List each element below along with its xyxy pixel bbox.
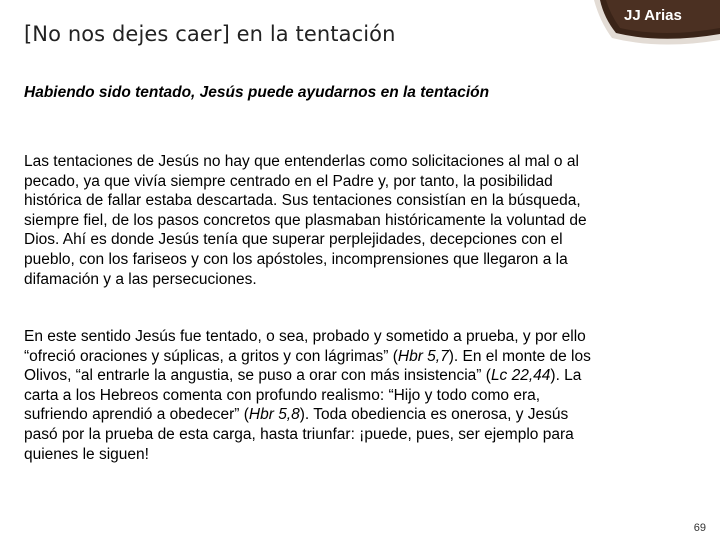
text-line xyxy=(24,405,688,425)
page-title: [No nos dejes caer] en la tentación xyxy=(24,22,396,46)
text-line: quienes le siguen! xyxy=(24,445,149,463)
author-label: JJ Arias xyxy=(624,7,682,24)
text-segment: “ofreció oraciones y súplicas, a gritos y con lágrimas” ( xyxy=(24,347,398,365)
text-line: siempre fiel, de los pasos concretos que plasmaban históricamente la voluntad de xyxy=(24,211,587,229)
text-line: pecado, ya que vivía siempre centrado en el Padre y, por tanto, la posibilidad xyxy=(24,172,553,190)
paragraph-1 xyxy=(24,152,688,289)
text-segment: Olivos, “al entrarle la angustia, se puso a orar con más insistencia” ( xyxy=(24,367,491,385)
bible-reference: Lc 22,44 xyxy=(490,367,551,385)
text-line: histórica de fallar estaba descartada. Sus tentaciones consistían en la búsqueda, xyxy=(24,192,581,210)
text-segment: sufriendo aprendió a obedecer” ( xyxy=(24,406,249,424)
text-line: En este sentido Jesús fue tentado, o sea, probado y sometido a prueba, y por ello xyxy=(24,328,586,345)
bible-reference: Hbr 5,7 xyxy=(397,347,449,365)
text-line: Dios. Ahí es donde Jesús tenía que superar perplejidades, decepciones con el xyxy=(24,231,563,249)
text-line: difamación y a las persecuciones. xyxy=(24,270,257,288)
paragraph-2 xyxy=(24,327,688,464)
slide-subtitle: Habiendo sido tentado, Jesús puede ayudarnos en la tentación xyxy=(24,84,490,101)
text-line xyxy=(24,347,688,367)
page-number: 69 xyxy=(693,522,706,534)
bible-reference: Hbr 5,8 xyxy=(248,406,300,424)
text-segment: ). La xyxy=(550,367,582,385)
text-line: carta a los Hebreos comenta con profundo realismo: “Hijo y todo como era, xyxy=(24,386,541,404)
text-line: pasó por la prueba de esta carga, hasta triunfar: ¡puede, pues, ser ejemplo para xyxy=(24,425,574,443)
text-line xyxy=(24,366,688,386)
text-segment: ). Toda obediencia es onerosa, y Jesús xyxy=(299,406,569,424)
text-line: Las tentaciones de Jesús no hay que entenderlas como solicitaciones al mal o al xyxy=(24,153,579,170)
text-segment: ). En el monte de los xyxy=(448,347,591,365)
text-line: pueblo, con los fariseos y con los apóstoles, incomprensiones que llegaron a la xyxy=(24,250,568,268)
